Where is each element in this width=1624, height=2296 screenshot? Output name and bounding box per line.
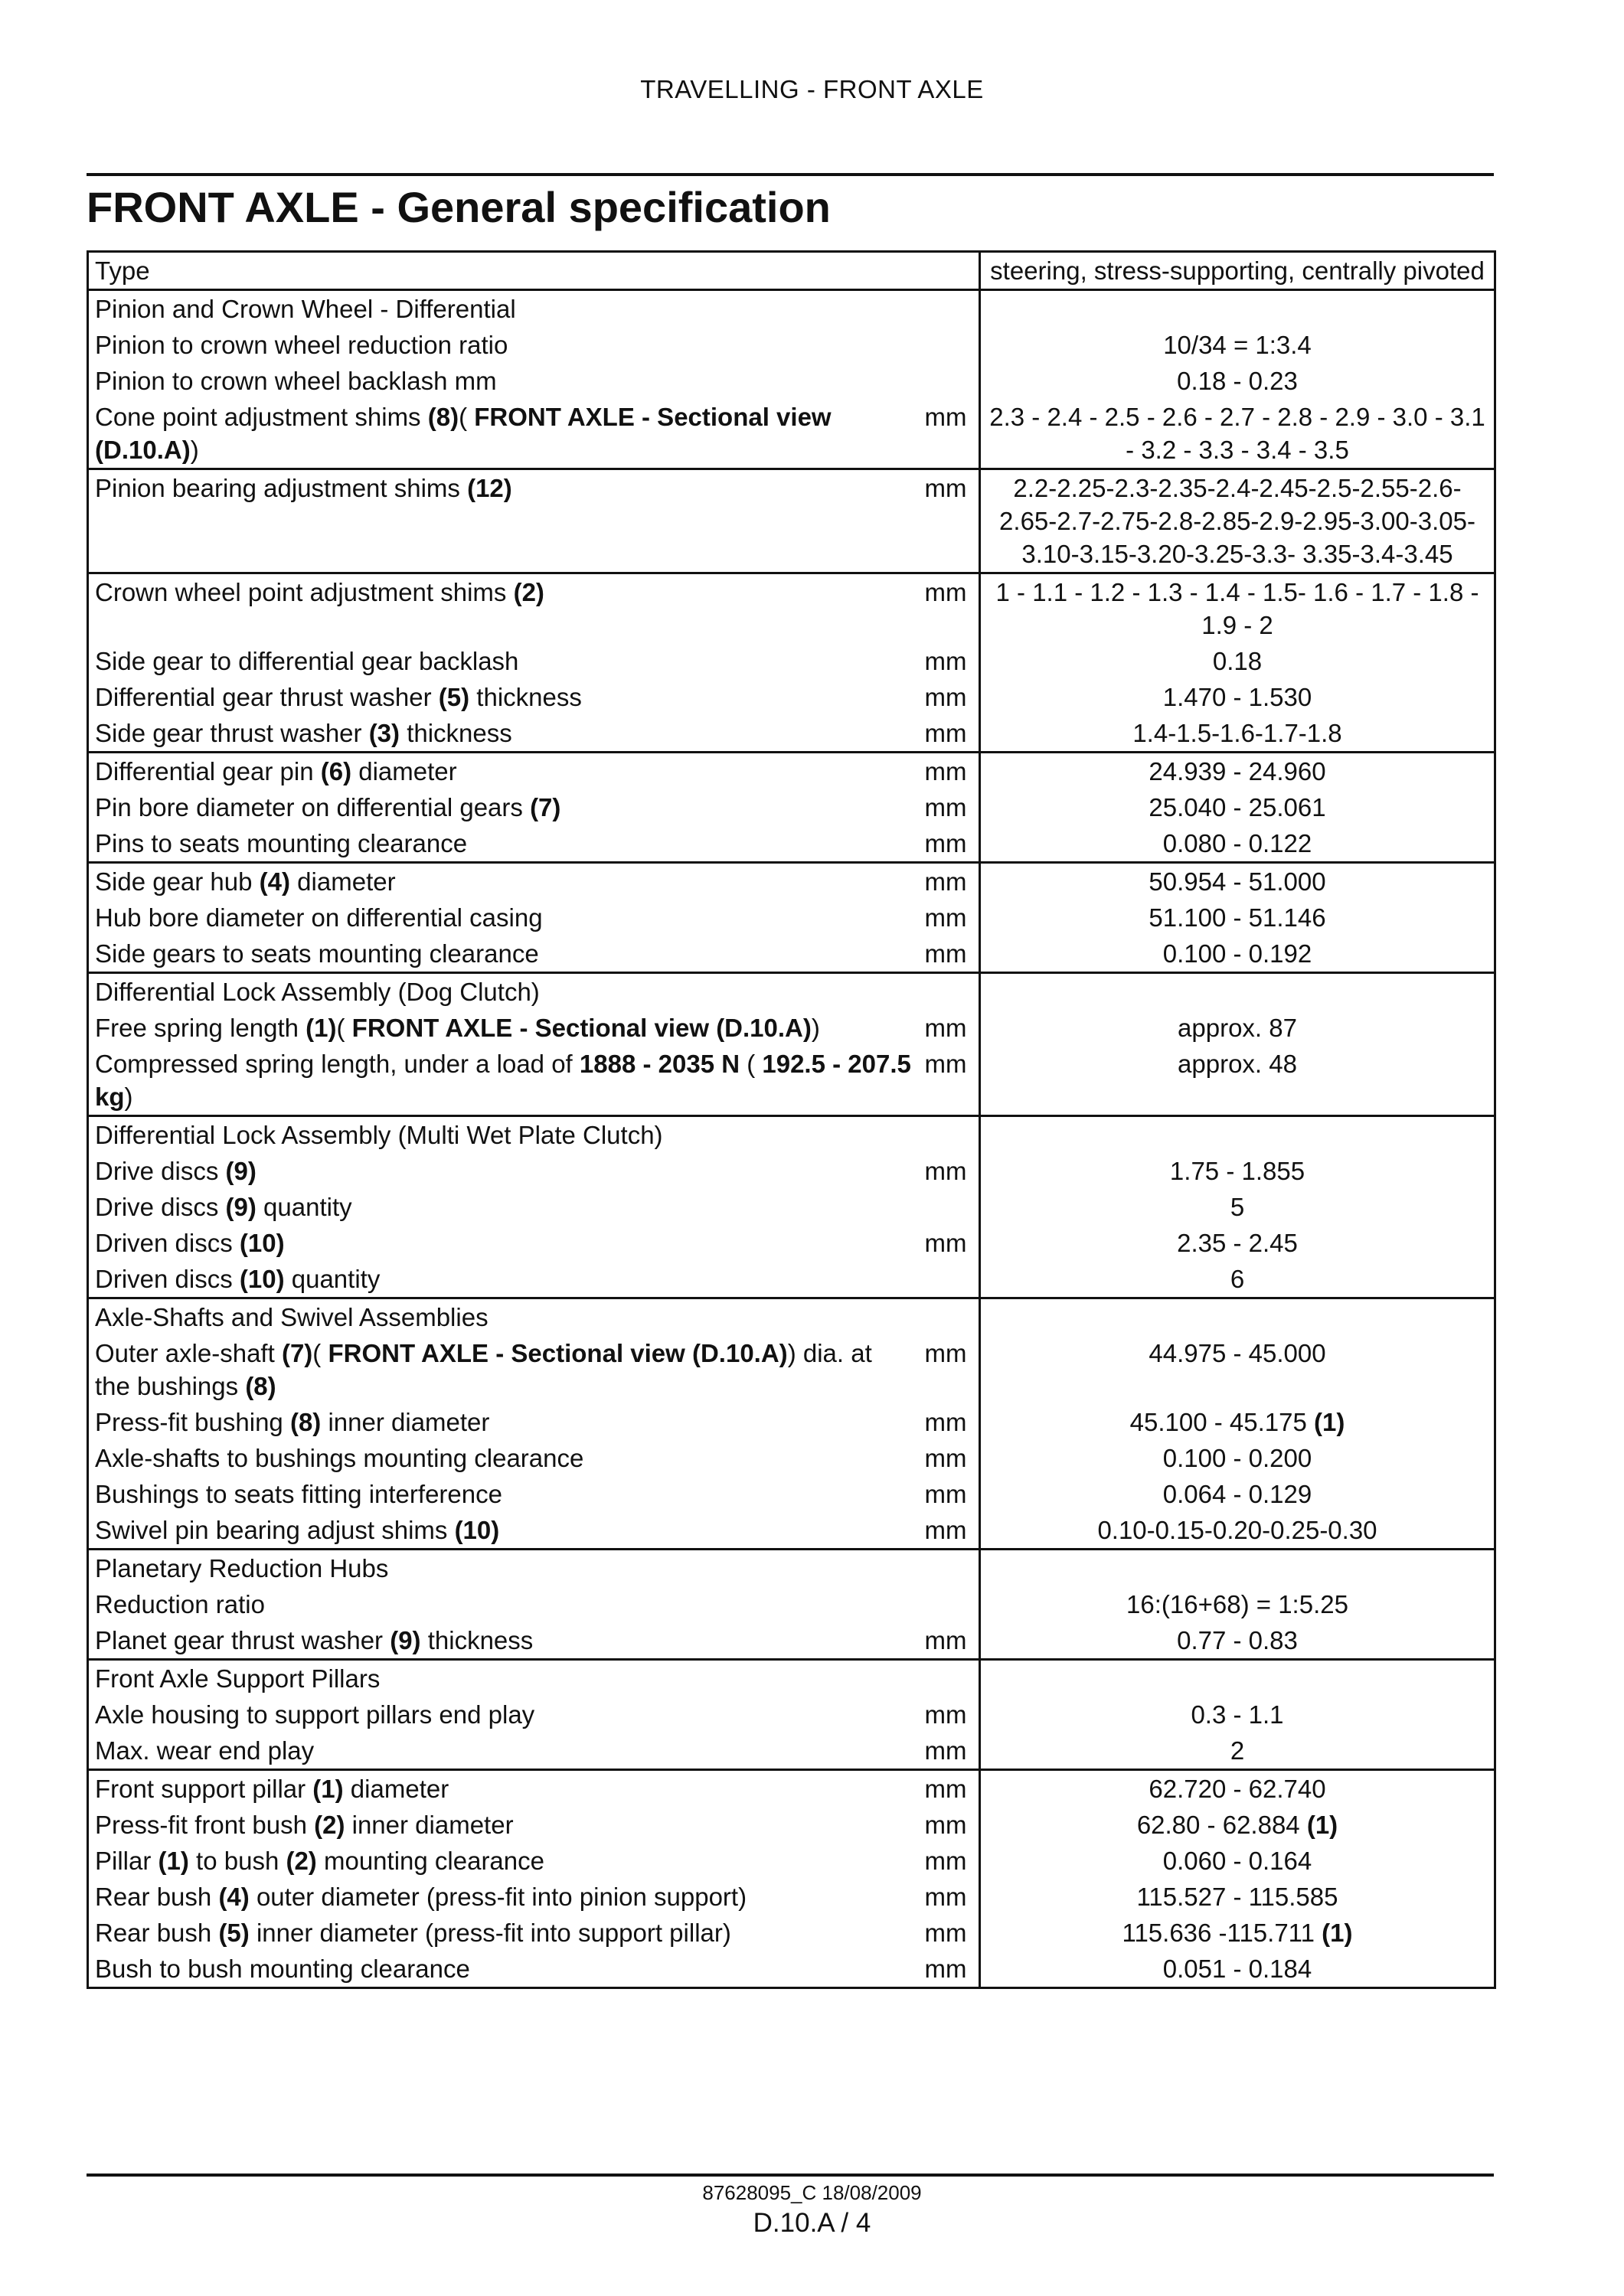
reference-number: 192.5 - 207.5 kg [95,1050,911,1111]
spec-row [88,1843,1495,1879]
spec-value: 2.2-2.25-2.3-2.35-2.4-2.45-2.5-2.55-2.6-2.65-2.7-2.75-2.8-2.85-2.9-2.95-3.00-3.05-3.10-3.15-3.20-3.25-3.3- 3.35-3.4-3.45 [980,469,1495,573]
spec-value: 1.75 - 1.855 [980,1153,1495,1189]
spec-value: 1 - 1.1 - 1.2 - 1.3 - 1.4 - 1.5- 1.6 - 1.7 - 1.8 - 1.9 - 2 [980,573,1495,644]
spec-value: 2.35 - 2.45 [980,1225,1495,1261]
spec-label: Rear bush (5) inner diameter (press-fit into support pillar) [95,1919,731,1947]
spec-value: 50.954 - 51.000 [980,863,1495,900]
spec-label: Type [88,252,919,290]
spec-label: Side gears to seats mounting clearance [95,939,539,968]
spec-unit: mm [924,1955,967,1983]
spec-label: Driven discs (10) [95,1229,285,1257]
spec-label: Side gear hub (4) diameter [88,863,919,900]
spec-label: Compressed spring length, under a load of 1888 - 2035 N ( 192.5 - 207.5 kg) [95,1050,911,1111]
spec-unit [919,327,980,363]
spec-label: Pin bore diameter on differential gears (7) [95,793,561,821]
spec-row [88,1476,1495,1512]
spec-value: 51.100 - 51.146 [980,900,1495,936]
spec-row [88,1404,1495,1440]
spec-unit: mm [919,863,980,900]
spec-unit [919,290,980,328]
spec-unit: mm [924,1811,967,1839]
spec-unit: mm [924,829,967,857]
spec-value: approx. 48 [980,1046,1495,1116]
spec-label: Pinion to crown wheel backlash mm [95,367,497,395]
spec-label: Axle housing to support pillars end play [95,1700,535,1729]
reference-number: (2) [286,1847,317,1875]
spec-row [88,1586,1495,1622]
spec-unit: mm [919,1770,980,1808]
reference-number: (4) [259,867,291,896]
spec-value [980,1298,1495,1336]
spec-label: Swivel pin bearing adjust shims (10) [95,1516,500,1544]
spec-label: Pinion and Crown Wheel - Differential [88,290,919,328]
running-header: TRAVELLING - FRONT AXLE [640,75,984,103]
spec-unit: mm [924,1700,967,1729]
spec-value: 0.060 - 0.164 [980,1843,1495,1879]
reference-number: (9) [225,1157,257,1185]
spec-label: Bushings to seats fitting interference [95,1480,502,1508]
reference-number: (10) [454,1516,500,1544]
spec-value: 0.18 - 0.23 [980,363,1495,399]
reference-number: (1) [158,1847,189,1875]
spec-label: Crown wheel point adjustment shims (2) [88,573,919,644]
spec-value: 115.636 -115.711 (1) [980,1915,1495,1951]
spec-label: Driven discs (10) quantity [95,1265,381,1293]
reference-number: FRONT AXLE - Sectional view (D.10.A) [328,1339,788,1367]
spec-value: 1.4-1.5-1.6-1.7-1.8 [980,715,1495,753]
spec-value [980,1550,1495,1587]
reference-number: (2) [513,578,544,606]
spec-label: Pinion bearing adjustment shims (12) [88,469,919,573]
spec-unit: mm [924,793,967,821]
spec-value: 0.18 [980,643,1495,679]
spec-unit: mm [924,1883,967,1911]
spec-label: Drive discs (9) [95,1157,257,1185]
spec-unit: mm [924,1919,967,1947]
reference-number: (6) [320,757,352,785]
spec-unit [919,1189,980,1225]
spec-row [88,1440,1495,1476]
spec-row [88,1512,1495,1550]
spec-unit [919,973,980,1011]
spec-label: Cone point adjustment shims (8)( FRONT AXLE - Sectional view (D.10.A)) [95,403,832,464]
spec-value: 0.064 - 0.129 [980,1476,1495,1512]
spec-row [88,825,1495,863]
spec-value: 5 [980,1189,1495,1225]
spec-label: Differential gear thrust washer (5) thickness [95,683,582,711]
spec-value: 2 [980,1733,1495,1770]
spec-unit: mm [924,1229,967,1257]
spec-unit: mm [924,1444,967,1472]
spec-value [980,1660,1495,1697]
reference-number: (1) [312,1775,344,1803]
spec-row [88,1298,1495,1336]
reference-number: (10) [239,1265,285,1293]
spec-label: Front support pillar (1) diameter [88,1770,919,1808]
spec-label: Reduction ratio [95,1590,265,1618]
spec-row [88,863,1495,900]
spec-value: 62.80 - 62.884 (1) [980,1807,1495,1843]
reference-number: (9) [390,1626,421,1654]
spec-label: Free spring length (1)( FRONT AXLE - Sectional view (D.10.A)) [95,1014,820,1042]
reference-number: (8) [427,403,459,431]
spec-value: 0.080 - 0.122 [980,825,1495,863]
spec-row [88,715,1495,753]
spec-value: 1.470 - 1.530 [980,679,1495,715]
spec-unit: mm [924,647,967,675]
spec-row [88,1010,1495,1046]
spec-value: steering, stress-supporting, centrally pivoted [980,252,1495,290]
spec-label: Planet gear thrust washer (9) thickness [95,1626,534,1654]
spec-value: 2.3 - 2.4 - 2.5 - 2.6 - 2.7 - 2.8 - 2.9 - 3.0 - 3.1 - 3.2 - 3.3 - 3.4 - 3.5 [980,399,1495,469]
spec-label: Press-fit bushing (8) inner diameter [95,1408,490,1436]
spec-row [88,252,1495,290]
spec-unit: mm [924,1626,967,1654]
spec-label: Differential Lock Assembly (Dog Clutch) [88,973,919,1011]
spec-row [88,1915,1495,1951]
spec-unit: mm [919,469,980,573]
spec-value: 24.939 - 24.960 [980,753,1495,790]
reference-number: (4) [218,1883,250,1911]
reference-number: (1) [1322,1919,1353,1947]
spec-unit: mm [919,573,980,644]
spec-row [88,1733,1495,1770]
header-rule [87,173,1494,176]
spec-label: Bush to bush mounting clearance [95,1955,470,1983]
spec-value: 0.3 - 1.1 [980,1697,1495,1733]
spec-value: 0.10-0.15-0.20-0.25-0.30 [980,1512,1495,1550]
spec-row [88,1550,1495,1587]
spec-label: Press-fit front bush (2) inner diameter [95,1811,514,1839]
page-reference: D.10.A / 4 [753,2208,871,2238]
spec-row [88,1879,1495,1915]
spec-label: Planetary Reduction Hubs [88,1550,919,1587]
spec-label: Differential Lock Assembly (Multi Wet Plate Clutch) [88,1116,919,1154]
spec-value: 62.720 - 62.740 [980,1770,1495,1808]
spec-row [88,1046,1495,1116]
spec-unit [919,252,980,290]
specification-table-body [88,252,1495,1988]
spec-row [88,936,1495,973]
footer-rule [87,2174,1494,2177]
spec-unit: mm [924,1339,967,1367]
spec-unit: mm [924,1480,967,1508]
spec-value: 44.975 - 45.000 [980,1335,1495,1404]
spec-row [88,1189,1495,1225]
spec-row [88,973,1495,1011]
spec-value [980,290,1495,328]
spec-row [88,1951,1495,1988]
spec-label: Rear bush (4) outer diameter (press-fit into pinion support) [95,1883,747,1911]
spec-label: Axle-Shafts and Swivel Assemblies [88,1298,919,1336]
spec-unit [919,1586,980,1622]
spec-label: Pins to seats mounting clearance [95,829,468,857]
reference-number: (9) [225,1193,257,1221]
spec-row [88,399,1495,469]
spec-unit: mm [924,1736,967,1765]
spec-row [88,1225,1495,1261]
spec-row [88,1335,1495,1404]
spec-row [88,327,1495,363]
page-title: FRONT AXLE - General specification [87,183,831,231]
reference-number: (7) [530,793,561,821]
spec-row [88,573,1495,644]
spec-row [88,753,1495,790]
spec-row [88,1770,1495,1808]
spec-unit [919,363,980,399]
reference-number: (5) [218,1919,250,1947]
spec-unit [919,1550,980,1587]
reference-number: 1888 - 2035 N [579,1050,740,1078]
reference-number: (1) [1314,1408,1345,1436]
spec-label: Pillar (1) to bush (2) mounting clearance [95,1847,544,1875]
spec-value [980,973,1495,1011]
spec-unit: mm [924,683,967,711]
spec-unit: mm [924,403,967,431]
reference-number: (12) [467,474,512,502]
spec-row [88,900,1495,936]
spec-value: 10/34 = 1:3.4 [980,327,1495,363]
spec-value: 45.100 - 45.175 (1) [980,1404,1495,1440]
spec-value: 0.77 - 0.83 [980,1622,1495,1660]
spec-value: 0.100 - 0.192 [980,936,1495,973]
spec-row [88,469,1495,573]
spec-unit [919,1261,980,1298]
spec-label: Side gear to differential gear backlash [95,647,519,675]
specification-table [87,250,1496,1989]
spec-unit: mm [924,719,967,747]
spec-row [88,1261,1495,1298]
reference-number: (8) [289,1408,322,1436]
spec-unit: mm [924,1516,967,1544]
reference-number: (8) [245,1372,276,1400]
spec-row [88,363,1495,399]
reference-number: (7) [281,1339,313,1367]
reference-number: FRONT AXLE - Sectional view (D.10.A) [351,1014,812,1042]
spec-label: Drive discs (9) quantity [95,1193,352,1221]
spec-unit: mm [924,939,967,968]
reference-number: (5) [438,683,470,711]
spec-label: Max. wear end play [95,1736,315,1765]
spec-row [88,679,1495,715]
spec-label: Pinion to crown wheel reduction ratio [95,331,508,359]
document-reference: 87628095_C 18/08/2009 [702,2181,922,2204]
spec-unit: mm [919,753,980,790]
spec-value: 16:(16+68) = 1:5.25 [980,1586,1495,1622]
spec-label: Hub bore diameter on differential casing [95,903,543,932]
spec-value: approx. 87 [980,1010,1495,1046]
spec-label: Outer axle-shaft (7)( FRONT AXLE - Sectional view (D.10.A)) dia. at the bushings (8) [95,1339,872,1400]
spec-unit: mm [924,903,967,932]
spec-unit: mm [924,1408,967,1436]
spec-value [980,1116,1495,1154]
reference-number: (2) [314,1811,345,1839]
spec-unit: mm [924,1014,967,1042]
spec-row [88,1660,1495,1697]
spec-unit [919,1298,980,1336]
spec-label: Side gear thrust washer (3) thickness [95,719,512,747]
spec-unit: mm [924,1847,967,1875]
spec-label: Differential gear pin (6) diameter [88,753,919,790]
spec-row [88,1622,1495,1660]
spec-label: Front Axle Support Pillars [88,1660,919,1697]
spec-row [88,1153,1495,1189]
reference-number: (3) [368,719,400,747]
spec-label: Axle-shafts to bushings mounting clearance [95,1444,584,1472]
reference-number: (1) [306,1014,337,1042]
spec-value: 6 [980,1261,1495,1298]
spec-value: 25.040 - 25.061 [980,789,1495,825]
spec-row [88,643,1495,679]
reference-number: (1) [1306,1811,1338,1839]
spec-row [88,1807,1495,1843]
spec-row [88,789,1495,825]
spec-unit: mm [924,1050,967,1078]
spec-row [88,290,1495,328]
spec-row [88,1116,1495,1154]
spec-unit [919,1116,980,1154]
spec-value: 0.100 - 0.200 [980,1440,1495,1476]
reference-number: FRONT AXLE - Sectional view (D.10.A) [95,403,832,464]
spec-unit [919,1660,980,1697]
spec-value: 115.527 - 115.585 [980,1879,1495,1915]
spec-row [88,1697,1495,1733]
spec-value: 0.051 - 0.184 [980,1951,1495,1988]
spec-unit: mm [924,1157,967,1185]
reference-number: (10) [239,1229,285,1257]
